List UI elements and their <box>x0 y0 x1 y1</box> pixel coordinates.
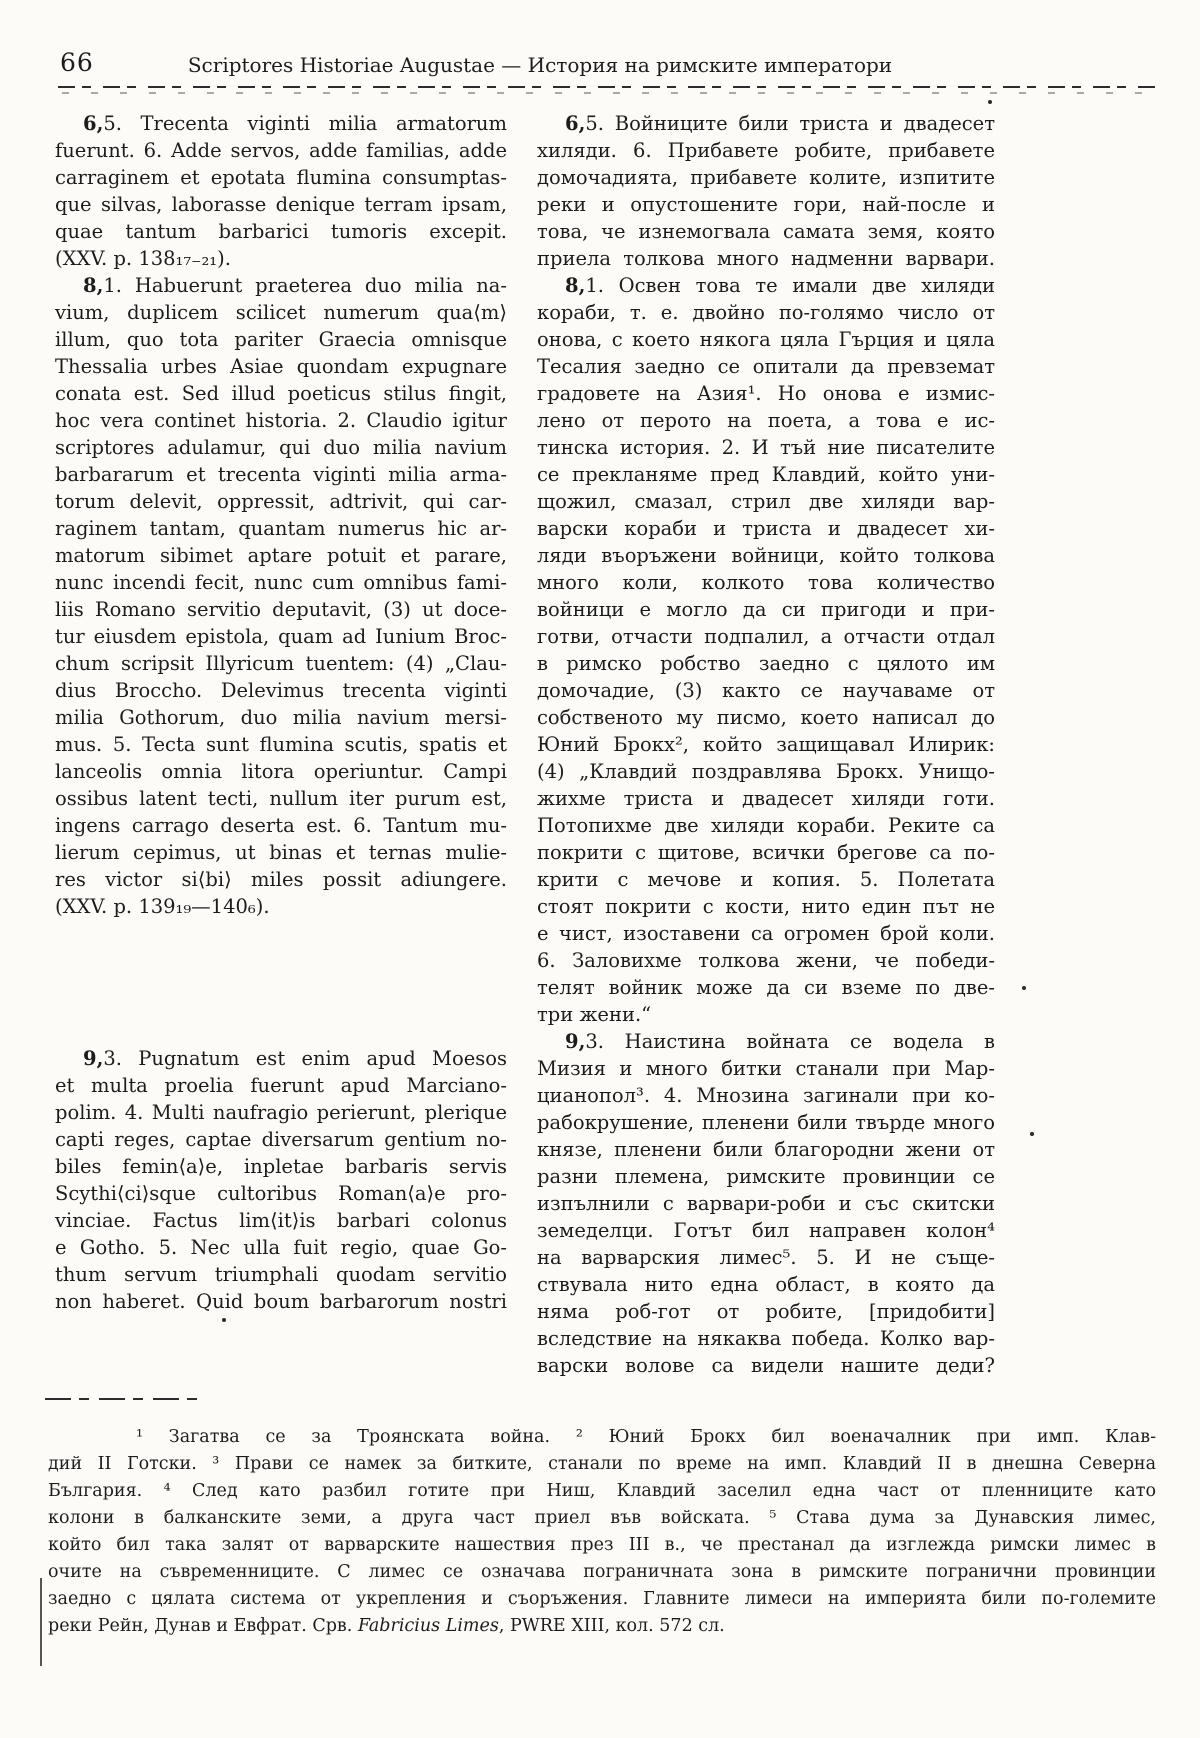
text-line: лено от перото на поета, а това е ис- <box>537 409 995 432</box>
footnote-separator <box>45 1398 203 1400</box>
text-line: телят войник може да си вземе по две- <box>537 976 995 999</box>
text-line: non haberet. Quid boum barbarorum nostri <box>55 1290 507 1313</box>
text-line: колони в балканските земи, а друга част приел във войската. ⁵ Става дума за Дунавския лимес, <box>48 1508 1156 1528</box>
scan-artifact <box>988 100 992 104</box>
text-line: тинска история. 2. И тъй ние писателите <box>537 436 995 459</box>
text-line: biles femin⟨a⟩e, inpletae barbaris servis <box>55 1155 507 1178</box>
text-line: се прекланяме пред Клавдий, който уни- <box>537 463 995 486</box>
header-rule-secondary <box>62 92 1158 94</box>
text-line: много коли, колкото това количество <box>537 571 995 594</box>
text-line: polim. 4. Multi naufragio perierunt, plerique <box>55 1101 507 1124</box>
text-line: вследствие на някаква победа. Колко вар- <box>537 1327 995 1350</box>
text-line: 8,1. Освен това те имали две хиляди <box>565 274 995 297</box>
text-line: illum, quo tota pariter Graecia omnisque <box>55 328 507 351</box>
text-line: Юний Брокх², който защищавал Илирик: <box>537 733 995 756</box>
bulgarian-paragraph-6-5 <box>537 110 995 272</box>
text-line: собственото му писмо, което написал до <box>537 706 995 729</box>
text-line: войници е могло да си пригоди и при- <box>537 598 995 621</box>
bulgarian-paragraph-8-1 <box>537 272 995 1028</box>
text-line: онова, с което някога цяла Гърция и цяла <box>537 328 995 351</box>
latin-paragraph-9-3 <box>55 1045 507 1315</box>
text-line: ствувала нито една област, в която да <box>537 1273 995 1296</box>
text-line: mus. 5. Tecta sunt flumina scutis, spatis et <box>55 733 507 756</box>
text-line: quae tantum barbarici tumoris excepit. <box>55 220 507 243</box>
text-line: градовете на Азия¹. Но онова е измис- <box>537 382 995 405</box>
text-line: който бил така залят от варварските нашествия през III в., че престанал да изглежда римски лимес в <box>48 1535 1156 1555</box>
text-line: Тесалия заедно се опитали да превземат <box>537 355 995 378</box>
text-line: изпълнили с варвари-роби и със скитски <box>537 1192 995 1215</box>
page-number: 66 <box>60 48 94 77</box>
text-line: земеделци. Готът бил направен колон⁴ <box>537 1219 995 1242</box>
text-line: (XXV. p. 139₁₉—140₆). <box>55 895 270 918</box>
text-line: carraginem et epotata flumina consumptas- <box>55 166 507 189</box>
text-line: capti reges, captae diversarum gentium no- <box>55 1128 507 1151</box>
text-line: tur eiusdem epistola, quam ad Iunium Broc- <box>55 625 507 648</box>
text-line: стоят покрити с кости, нито един път не <box>537 895 995 918</box>
text-line: хиляди. 6. Прибавете робите, прибавете <box>537 139 995 162</box>
text-line: nunc incendi fecit, nunc cum omnibus fami- <box>55 571 507 594</box>
text-line: готви, отчасти подпалил, а отчасти отдал <box>537 625 995 648</box>
text-line: 9,3. Pugnatum est enim apud Moesos <box>83 1047 507 1070</box>
text-line: 8,1. Habuerunt praeterea duo milia na- <box>83 274 507 297</box>
text-line: варски кораби и триста и двадесет хи- <box>537 517 995 540</box>
text-line: варски волове са видели нашите деди? <box>537 1354 995 1377</box>
text-line: в римско робство заедно с цялото им <box>537 652 995 675</box>
text-line: реки Рейн, Дунав и Евфрат. Срв. Fabricius Limes, PWRE XIII, кол. 572 сл. <box>48 1616 725 1636</box>
text-line: raginem tantam, quantam numerus hic ar- <box>55 517 507 540</box>
text-line: приела толкова много надменни варвари. <box>537 247 995 270</box>
text-line: 6,5. Войниците били триста и двадесет <box>565 112 995 135</box>
text-line: 6,5. Trecenta viginti milia armatorum <box>83 112 507 135</box>
text-line: щожил, смазал, стрил две хиляди вар- <box>537 490 995 513</box>
text-line: Thessalia urbes Asiae quondam expugnare <box>55 355 507 378</box>
text-line: torum delevit, oppressit, adtrivit, qui car- <box>55 490 507 513</box>
text-line: conata est. Sed illud poeticus stilus fingit, <box>55 382 507 405</box>
text-line: това, че изнемогвала самата земя, която <box>537 220 995 243</box>
two-column-text <box>55 110 1145 1379</box>
text-line: очите на съвременниците. С лимес се означава пограничната зона в римските погранични провинции <box>48 1562 1156 1582</box>
text-line: разни племена, римските провинции се <box>537 1165 995 1188</box>
text-line: князе, пленени били благородни жени от <box>537 1138 995 1161</box>
text-line: fuerunt. 6. Adde servos, adde familias, adde <box>55 139 507 162</box>
text-line: домочадията, прибавете колите, изпитите <box>537 166 995 189</box>
text-line: рабокрушение, пленени били твърде много <box>537 1111 995 1134</box>
scan-artifact <box>1030 1132 1034 1136</box>
text-line: три жени.“ <box>537 1003 652 1026</box>
latin-paragraph-6-5 <box>55 110 507 272</box>
footnotes-block <box>48 1424 1156 1640</box>
text-line: milia Gothorum, duo milia navium mersi- <box>55 706 507 729</box>
text-line: ingens carrago deserta est. 6. Tantum mu- <box>55 814 507 837</box>
text-line: крити с мечове и копия. 5. Полетата <box>537 868 995 891</box>
text-line: реки и опустошените гори, най-после и <box>537 193 995 216</box>
text-line: България. ⁴ След като разбил готите при Ниш, Клавдий заселил една част от пленниците като <box>48 1481 1156 1501</box>
text-line: дий II Готски. ³ Прави се намек за битките, станали по време на имп. Клавдий II в днешна Северна <box>48 1454 1156 1474</box>
text-line: покрити с щитове, всички брегове са по- <box>537 841 995 864</box>
text-line: lanceolis omnia litora operiuntur. Campi <box>55 760 507 783</box>
text-line: (4) „Клавдий поздравлява Брокх. Унищо- <box>537 760 995 783</box>
text-line: Scythi⟨ci⟩sque cultoribus Roman⟨a⟩e pro- <box>55 1182 507 1205</box>
text-line: 9,3. Наистина войната се водела в <box>565 1030 995 1053</box>
text-line: liis Romano servitio deputavit, (3) ut doce- <box>55 598 507 621</box>
scan-artifact <box>222 1318 226 1322</box>
text-line: res victor si⟨bi⟩ miles possit adiungere. <box>55 868 507 891</box>
text-line: домочадие, (3) както се научаваме от <box>537 679 995 702</box>
scan-artifact <box>1022 986 1026 990</box>
text-line: ляди въоръжени войници, който толкова <box>537 544 995 567</box>
text-line: matorum sibimet aptare potuit et parare, <box>55 544 507 567</box>
text-line: vium, duplicem scilicet numerum qua⟨m⟩ <box>55 301 507 324</box>
text-line: е чист, изоставени са огромен брой коли. <box>537 922 995 945</box>
bulgarian-paragraph-9-3 <box>537 1028 995 1379</box>
text-line: няма роб-гот от робите, [придобити] <box>537 1300 995 1323</box>
text-line: scriptores adulamur, qui duo milia navium <box>55 436 507 459</box>
text-line: e Gotho. 5. Nec ulla fuit regio, quae Go- <box>55 1236 507 1259</box>
text-line: dius Broccho. Delevimus trecenta viginti <box>55 679 507 702</box>
text-line: 6. Заловихме толкова жени, че победи- <box>537 949 995 972</box>
latin-paragraph-8-1 <box>55 272 507 920</box>
text-line: кораби, т. е. двойно по-голямо число от <box>537 301 995 324</box>
text-line: заедно с цялата система от укрепления и съоръжения. Главните лимеси на империята били по-големите <box>48 1589 1156 1609</box>
text-line: barbararum et trecenta viginti milia arma- <box>55 463 507 486</box>
text-line: на варварския лимес⁵. 5. И не съще- <box>537 1246 995 1269</box>
text-line: цианопол³. 4. Мнозина загинали при ко- <box>537 1084 995 1107</box>
text-line: vinciae. Factus lim⟨it⟩is barbari colonus <box>55 1209 507 1232</box>
text-line: que silvas, laborasse denique terram ipsam, <box>55 193 507 216</box>
text-line: (XXV. p. 138₁₇₋₂₁). <box>55 247 231 270</box>
text-line: et multa proelia fuerunt apud Marciano- <box>55 1074 507 1097</box>
text-line: ¹ Загатва се за Троянската война. ² Юний Брокх бил военачалник при имп. Клав- <box>136 1427 1156 1447</box>
running-title: Scriptores Historiae Augustae — История на римските императори <box>187 53 893 77</box>
text-line: chum scripsit Illyricum tuentem: (4) „Clau- <box>55 652 507 675</box>
text-line: Потопихме две хиляди кораби. Реките са <box>537 814 995 837</box>
bulgarian-column <box>537 110 995 1379</box>
latin-column <box>55 110 507 1379</box>
scan-artifact <box>40 1578 42 1666</box>
text-line: lierum cepimus, ut binas et ternas mulie- <box>55 841 507 864</box>
text-line: ossibus latent tecti, nullum iter purum est, <box>55 787 507 810</box>
text-line: thum servum triumphali quodam servitio <box>55 1263 507 1286</box>
header-rule <box>58 86 1158 88</box>
text-line: Мизия и много битки станали при Мар- <box>537 1057 995 1080</box>
text-line: жихме триста и двадесет хиляди готи. <box>537 787 995 810</box>
text-line: hoc vera continet historia. 2. Claudio igitur <box>55 409 507 432</box>
